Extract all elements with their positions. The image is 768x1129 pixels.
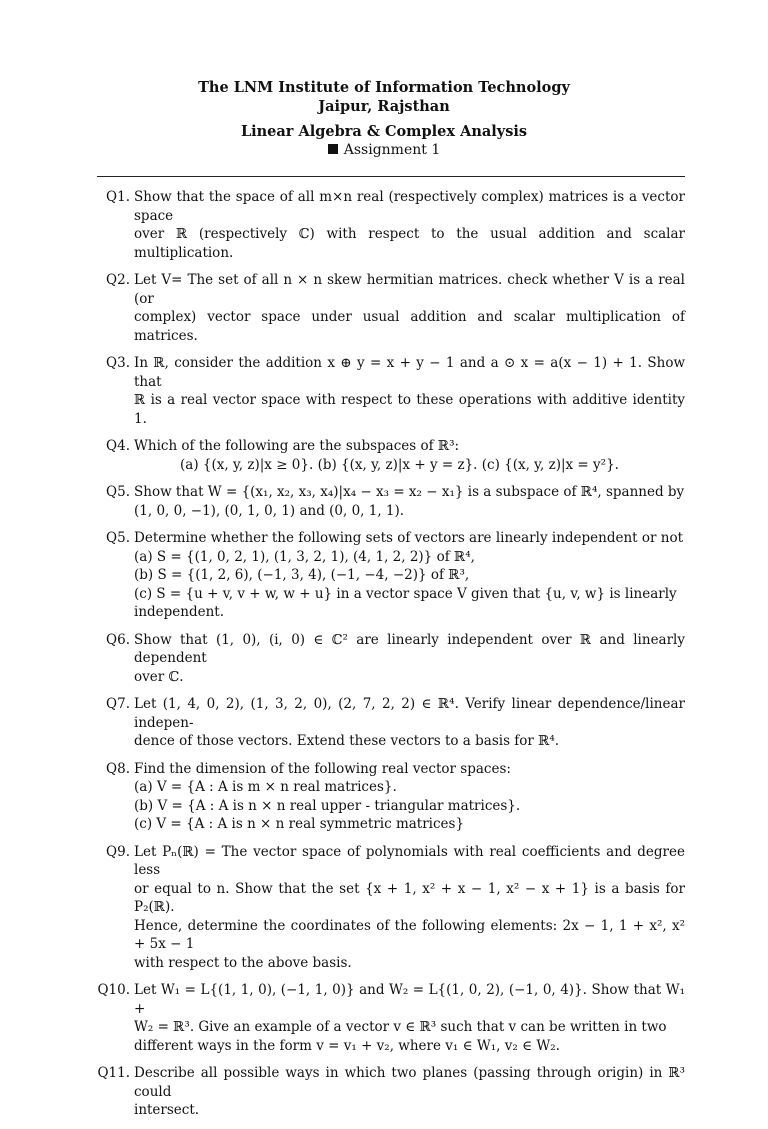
question-number: Q7. [106,696,130,712]
question-text-line: independent. [134,604,225,620]
question-item [97,437,685,474]
question-text-line: Describe all possible ways in which two planes (passing through origin) in ℝ³ could [134,1065,685,1100]
question-number: Q9. [106,843,130,860]
question-text-line: (b) V = {A : A is n × n real upper - triangular matrices}. [134,797,521,814]
question-text-line: with respect to the above basis. [134,954,352,971]
question-item [97,981,685,1055]
question-number: Q5. [106,484,130,500]
question-text-line: Hence, determine the coordinates of the following elements: 2x − 1, 1 + x², x² + 5x − 1 [134,917,685,952]
question-item [97,695,685,751]
question-item [97,1064,685,1120]
question-text-line: (a) {(x, y, z)|x ≥ 0}. (b) {(x, y, z)|x + y = z}. (c) {(x, y, z)|x = y²}. [180,456,619,473]
question-text-line: (c) S = {u + v, v + w, w + u} in a vector space V given that {u, v, w} is linearly [134,585,677,602]
assignment-label [0,141,768,160]
question-text-line: (a) S = {(1, 0, 2, 1), (1, 3, 2, 1), (4, 1, 2, 2)} of ℝ⁴, [134,548,475,565]
question-text-line: over ℂ. [134,668,184,685]
question-text-line: (a) V = {A : A is m × n real matrices}. [134,779,397,795]
question-item [97,529,685,622]
institute-name: The LNM Institute of Information Technology [198,79,570,96]
black-square-icon [328,144,338,154]
question-number: Q5. [106,530,130,546]
question-text-line: or equal to n. Show that the set {x + 1, x² + x − 1, x² − x + 1} is a basis for P₂(ℝ). [134,880,685,915]
question-text-line: dence of those vectors. Extend these vectors to a basis for ℝ⁴. [134,733,560,749]
question-text-line: (b) S = {(1, 2, 6), (−1, 3, 4), (−1, −4, −2)} of ℝ³, [134,567,470,583]
question-text-line: over ℝ (respectively ℂ) with respect to the usual addition and scalar multiplication. [134,226,685,261]
question-text-line: W₂ = ℝ³. Give an example of a vector v ∈ ℝ³ such that v can be written in two [134,1019,667,1035]
question-text-line: Let (1, 4, 0, 2), (1, 3, 2, 0), (2, 7, 2, 2) ∈ ℝ⁴. Verify linear dependence/linear indepen- [134,696,685,731]
question-text-line: Show that (1, 0), (i, 0) ∈ ℂ² are linearly independent over ℝ and linearly dependent [134,631,685,666]
header-divider [97,176,685,177]
question-text-line: intersect. [134,1102,200,1118]
question-text-line: Show that W = {(x₁, x₂, x₃, x₄)|x₄ − x₃ = x₂ − x₁} is a subspace of ℝ⁴, spanned by [134,484,685,500]
question-number: Q8. [106,760,130,777]
question-number: Q1. [106,189,130,205]
question-item [97,843,685,973]
question-item [97,188,685,262]
question-text-line: Find the dimension of the following real vector spaces: [134,760,511,777]
question-number: Q10. [97,982,130,998]
document-header [0,78,768,160]
course-title: Linear Algebra & Complex Analysis [240,123,528,140]
question-item [97,271,685,345]
question-text-line: complex) vector space under usual addition and scalar multiplication of matrices. [134,309,685,344]
question-text-line: Determine whether the following sets of vectors are linearly independent or not [134,530,684,546]
question-list [97,188,685,1129]
question-text-line: different ways in the form v = v₁ + v₂, where v₁ ∈ W₁, v₂ ∈ W₂. [134,1037,560,1054]
question-text-line: In ℝ, consider the addition x ⊕ y = x + y − 1 and a ⊙ x = a(x − 1) + 1. Show that [134,355,685,390]
question-number: Q11. [97,1065,130,1081]
question-text-line: (c) V = {A : A is n × n real symmetric matrices} [134,816,465,832]
question-text-line: Which of the following are the subspaces of ℝ³: [134,438,460,454]
institute-location: Jaipur, Rajsthan [318,98,450,115]
question-number: Q4. [106,438,130,454]
question-text-line: Let V= The set of all n × n skew hermitian matrices. check whether V is a real (or [134,272,685,307]
question-text-line: Show that the space of all m×n real (respectively complex) matrices is a vector space [134,189,685,224]
question-item [97,760,685,834]
question-text-line: Let Pₙ(ℝ) = The vector space of polynomials with real coefficients and degree less [134,843,685,878]
question-number: Q2. [106,272,130,288]
question-item [97,631,685,687]
question-item [97,483,685,520]
assignment-text: Assignment 1 [343,142,441,158]
question-text-line: Let W₁ = L{(1, 1, 0), (−1, 1, 0)} and W₂ = L{(1, 0, 2), (−1, 0, 4)}. Show that W₁ + [134,982,685,1017]
question-number: Q6. [106,631,130,648]
question-text-line: ℝ is a real vector space with respect to these operations with additive identity 1. [134,392,685,427]
question-number: Q3. [106,355,130,371]
question-item [97,354,685,428]
question-text-line: (1, 0, 0, −1), (0, 1, 0, 1) and (0, 0, 1, 1). [134,502,405,519]
